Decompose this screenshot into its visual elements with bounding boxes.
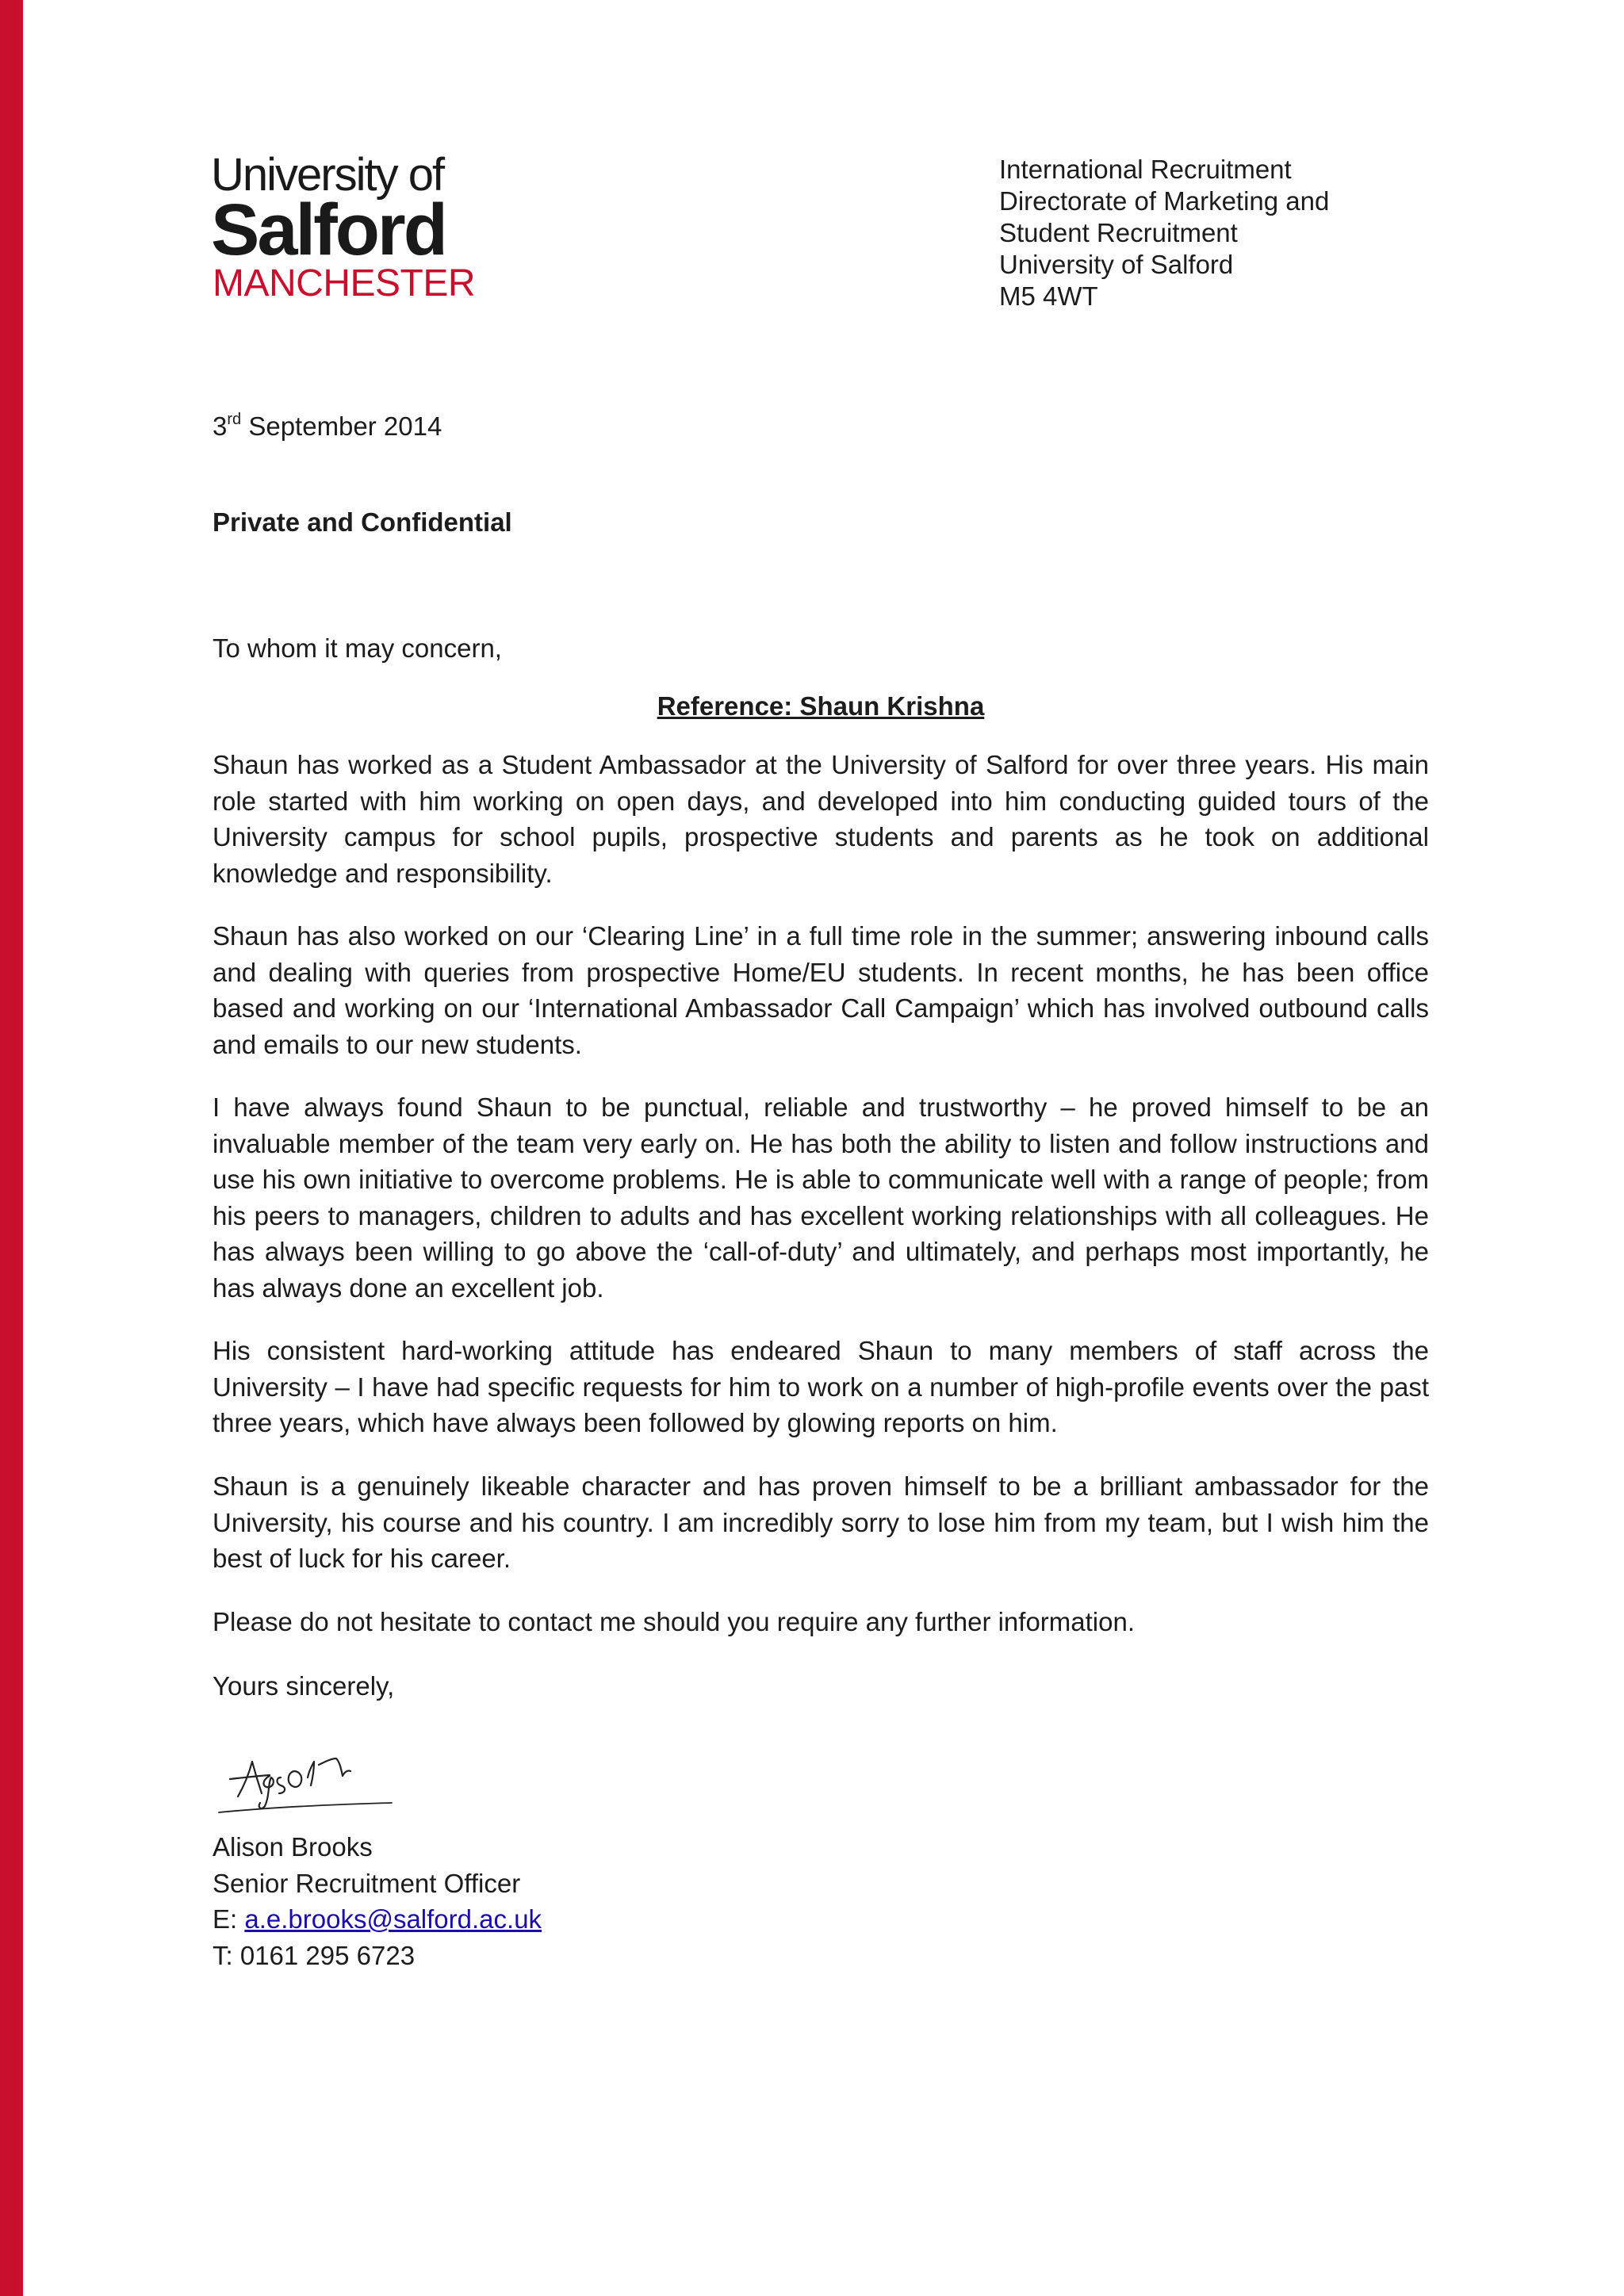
email-link[interactable]: a.e.brooks@salford.ac.uk	[244, 1904, 542, 1934]
body-paragraph: I have always found Shaun to be punctual, reliable and trustworthy – he proved himself to be an invaluable member of the team very early on. He has both the ability to listen and follow instructions and use his own initiative to overcome problems. He is able to communicate well with a range of people; from his peers to managers, children to adults and has excellent working relationships with all colleagues. He has always been willing to go above the ‘call-of-duty’ and ultimately, and perhaps most importantly, he has always done an excellent job.	[213, 1093, 1429, 1303]
body-paragraph: Shaun has worked as a Student Ambassador at the University of Salford for over three years. His main role started with him working on open days, and developed into him conducting guided tours of the University campus for school pupils, prospective students and parents as he took on additional knowledge and responsibility.	[213, 750, 1429, 888]
date-day: 3	[213, 411, 228, 441]
handwritten-signature	[213, 1730, 403, 1817]
address-line: Directorate of Marketing and	[999, 186, 1330, 216]
phone-line: T: 0161 295 6723	[213, 1940, 416, 1970]
logo-line-manchester: MANCHESTER	[213, 262, 476, 304]
address-line: M5 4WT	[999, 281, 1098, 311]
date-rest: September 2014	[241, 411, 442, 441]
closing-phrase: Yours sincerely,	[213, 1671, 395, 1701]
body-paragraph: Shaun has also worked on our ‘Clearing Line’ in a full time role in the summer; answering inbound calls and dealing with queries from prospective Home/EU students. In recent months, he has been office based and working on our ‘International Ambassador Call Campaign’ which has involved outbound calls and emails to our new students.	[213, 921, 1429, 1059]
confidential-label: Private and Confidential	[213, 507, 512, 537]
left-red-border	[0, 0, 23, 2296]
signature-block	[213, 1829, 542, 1973]
address-line: University of Salford	[999, 250, 1234, 279]
address-line: International Recruitment	[999, 155, 1292, 184]
logo-line-university-of: University of	[211, 149, 444, 201]
body-paragraph: His consistent hard-working attitude has endeared Shaun to many members of staff across the University – I have had specific requests for him to work on a number of high-profile events over the past three years, which have always been followed by glowing reports on him.	[213, 1336, 1429, 1437]
date-suffix: rd	[227, 411, 242, 428]
reference-title: Reference: Shaun Krishna	[657, 691, 985, 721]
signatory-name: Alison Brooks	[213, 1832, 373, 1862]
email-label: E:	[213, 1904, 245, 1934]
logo-line-salford: Salford	[211, 189, 446, 270]
letter-date	[213, 408, 442, 445]
sender-address	[999, 154, 1329, 312]
salutation: To whom it may concern,	[213, 633, 502, 663]
body-paragraph: Shaun is a genuinely likeable character and has proven himself to be a brilliant ambassador for the University, his course and his country. I am incredibly sorry to lose him from my team, but I wish him the best of luck for his career.	[213, 1471, 1429, 1573]
body-paragraph: Please do not hesitate to contact me should you require any further information.	[213, 1607, 1136, 1636]
signatory-title: Senior Recruitment Officer	[213, 1868, 521, 1898]
university-logo	[211, 149, 476, 311]
address-line: Student Recruitment	[999, 218, 1238, 247]
email-line	[213, 1901, 542, 1938]
